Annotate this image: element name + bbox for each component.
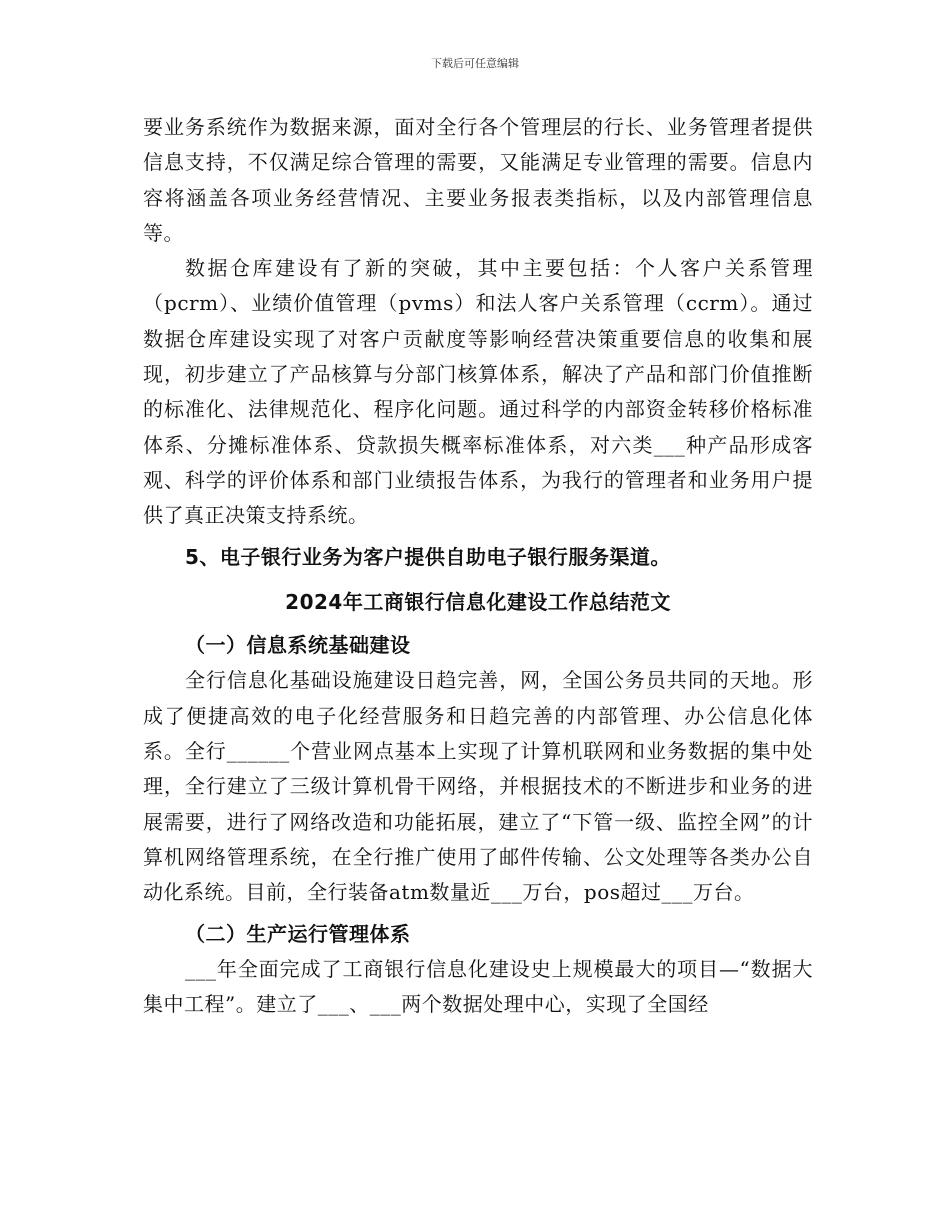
document-body <box>143 110 813 1022</box>
page-header: 下载后可任意编辑 <box>431 57 519 70</box>
paragraph-operations: ___年全面完成了工商银行信息化建设史上规模最大的项目—“数据大集中工程”。建立了___、___两个数据处理中心，实现了全国经 <box>143 956 813 1017</box>
document-title: 2024年工商银行信息化建设工作总结范文 <box>285 589 671 614</box>
paragraph-data-warehouse: 数据仓库建设有了新的突破，其中主要包括：个人客户关系管理（pcrm）、业绩价值管理（pvms）和法人客户关系管理（ccrm）。通过数据仓库建设实现了对客户贡献度等影响经营决策重要信息的收集和展现，初步建立了产品核算与分部门核算体系，解决了产品和部门价值推断的标准化、法律规范化、程序化问题。通过科学的内部资金转移价格标准体系、分摊标准体系、贷款损失概率标准体系，对六类___种产品形成客观、科学的评价体系和部门业绩报告体系，为我行的管理者和业务用户提供了真正决策支持系统。 <box>143 256 813 528</box>
section-heading-2: （二）生产运行管理体系 <box>185 921 411 946</box>
heading-e-banking: 5、电子银行业务为客户提供自助电子银行服务渠道。 <box>185 544 671 569</box>
section-heading-1: （一）信息系统基础建设 <box>185 633 411 658</box>
paragraph-continued: 要业务系统作为数据来源，面对全行各个管理层的行长、业务管理者提供信息支持，不仅满足综合管理的需要，又能满足专业管理的需要。信息内容将涵盖各项业务经营情况、主要业务报表类指标，以及内部管理信息等。 <box>143 115 813 245</box>
paragraph-infrastructure: 全行信息化基础设施建设日趋完善，网，全国公务员共同的天地。形成了便捷高效的电子化经营服务和日趋完善的内部管理、办公信息化体系。全行______个营业网点基本上实现了计算机联网和业务数据的集中处理，全行建立了三级计算机骨干网络，并根据技术的不断进步和业务的进展需要，进行了网络改造和功能拓展，建立了“下管一级、监控全网”的计算机网络管理系统，在全行推广使用了邮件传输、公文处理等各类办公自动化系统。目前，全行装备atm数量近___万台，pos超过___万台。 <box>143 668 813 905</box>
